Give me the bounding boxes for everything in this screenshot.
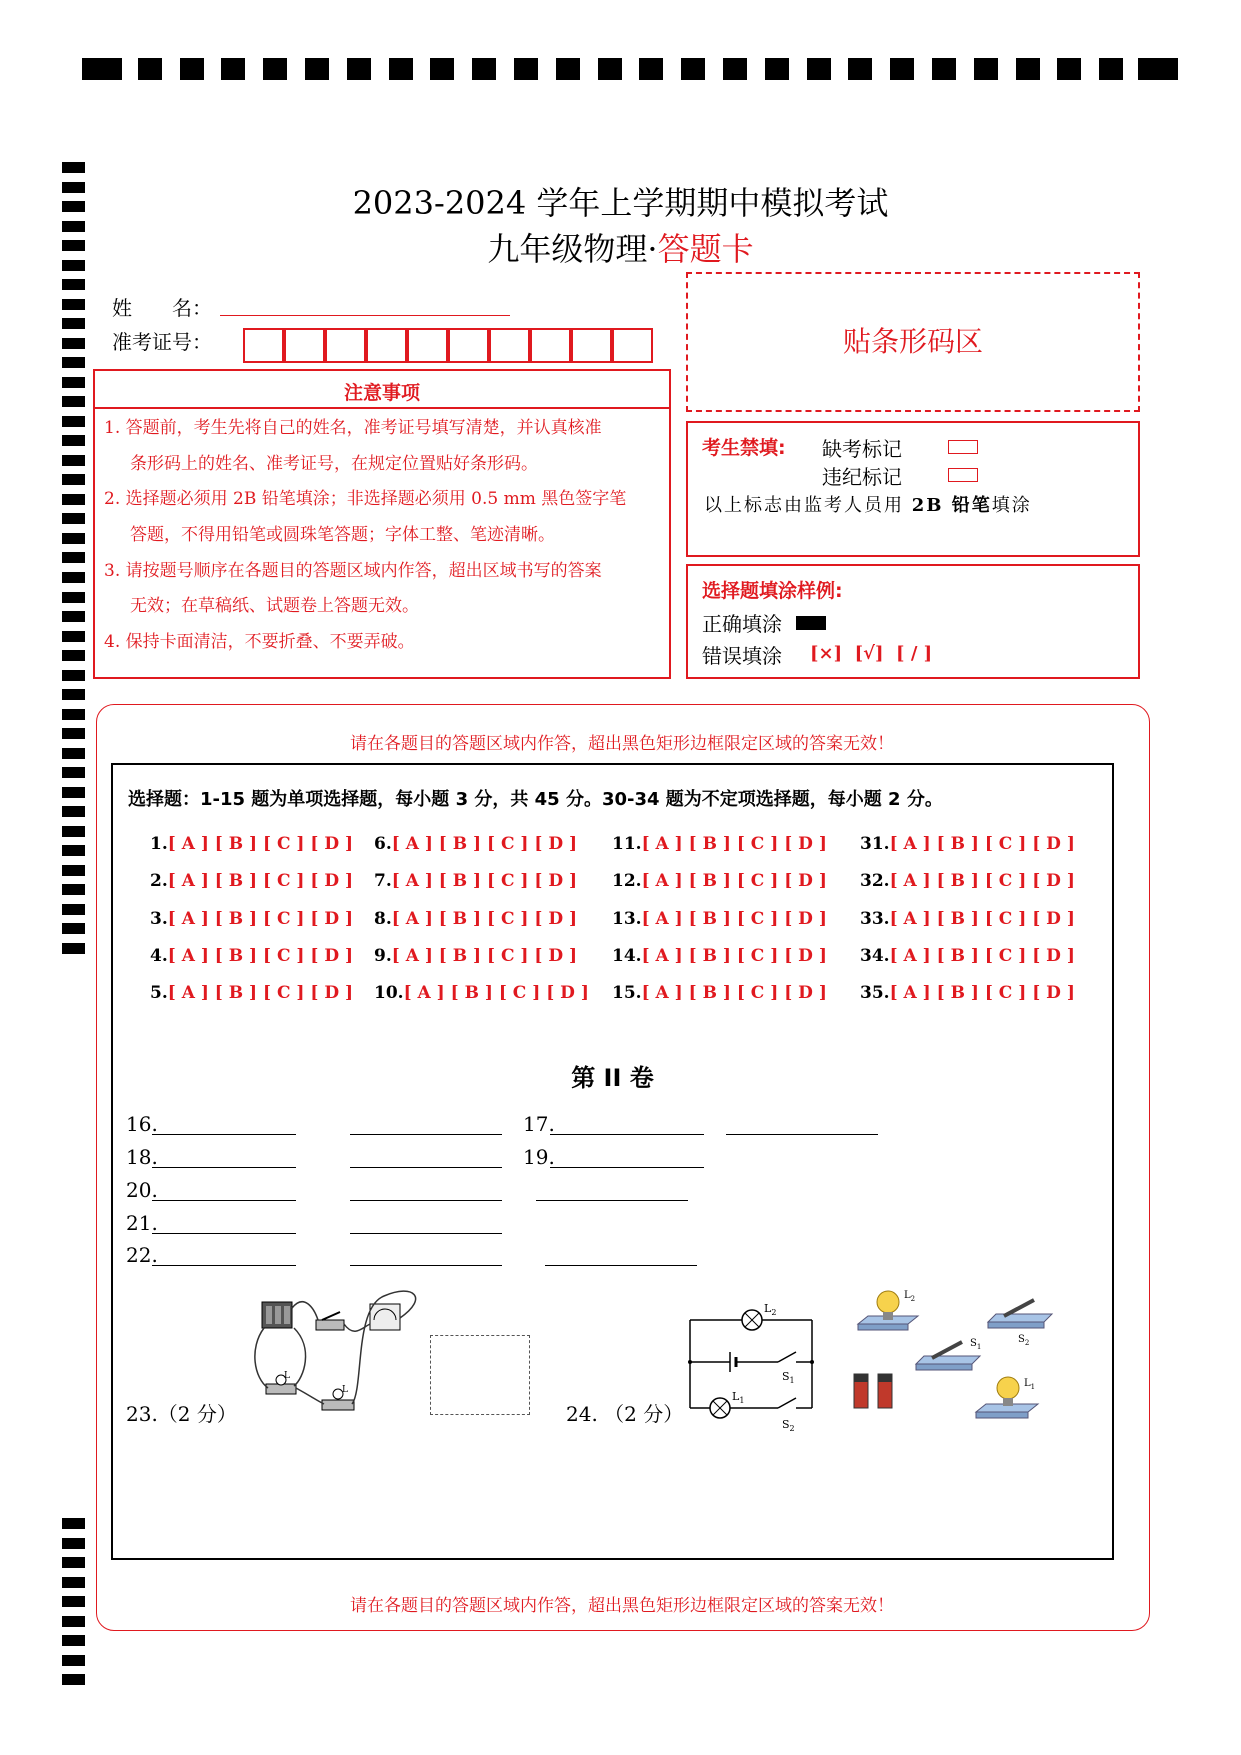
sample-title: 选择题填涂样例: [702,580,843,602]
svg-text:L1: $L_1$ [732,1390,745,1405]
q17-blank1[interactable] [550,1134,704,1135]
svg-text:L1: $L_1$ [1024,1378,1036,1391]
question-number: 5. [150,983,168,1003]
barcode-area [686,272,1140,412]
choice-question[interactable] [374,946,577,966]
q23-circuit-figure [244,1288,424,1420]
q21-blank2[interactable] [350,1233,502,1234]
question-number: 12. [612,871,642,891]
svg-text:S2: $S_2$ [782,1418,795,1432]
notice-item: 无效；在草稿纸、试题卷上答题无效。 [130,596,419,616]
q17-blank2[interactable] [726,1134,878,1135]
q16-blank1[interactable] [152,1134,296,1135]
svg-text:L2: $L_2$ [764,1302,777,1317]
question-number: 1. [150,834,168,854]
violation-mark[interactable] [948,468,978,482]
notice-item: 4. 保持卡面清洁，不要折叠、不要弄破。 [104,632,415,652]
notice-title: 注意事项 [343,382,420,404]
answer-options[interactable]: [ A ] [ B ] [ C ] [ D ] [167,946,354,966]
choice-question[interactable] [150,834,353,854]
wrong-label: 错误填涂 [702,644,782,668]
q21-label: 21. [126,1211,158,1235]
q22-label: 22. [126,1243,158,1267]
choice-question[interactable] [860,871,1075,891]
q20-blank1[interactable] [152,1200,296,1201]
q18-label: 18. [126,1145,158,1169]
q24-circuit-diagram [682,1300,820,1432]
question-number: 3. [150,909,168,929]
choice-question[interactable] [612,871,827,891]
q23-l1-label: L [284,1371,290,1381]
choice-question[interactable] [150,909,353,929]
answer-options[interactable]: [ A ] [ B ] [ C ] [ D ] [641,909,827,929]
absent-mark[interactable] [948,440,978,454]
absent-label: 缺考标记 [822,437,902,461]
q20-label: 20. [126,1178,158,1202]
q16-blank2[interactable] [350,1134,502,1135]
correct-label: 正确填涂 [702,612,782,636]
choice-question[interactable] [374,909,577,929]
q22-blank1[interactable] [152,1265,296,1266]
q18-blank2[interactable] [350,1167,502,1168]
q23-answer-box[interactable] [430,1335,530,1415]
answer-options[interactable]: [ A ] [ B ] [ C ] [ D ] [889,946,1075,966]
q18-blank1[interactable] [152,1167,296,1168]
question-number: 4. [150,946,168,966]
choice-question[interactable] [374,983,589,1003]
warning-bottom: 请在各题目的答题区域内作答，超出黑色矩形边框限定区域的答案无效！ [350,1596,894,1616]
question-number: 35. [860,983,890,1003]
violation-label: 违纪标记 [822,465,902,489]
answer-options[interactable]: [ A ] [ B ] [ C ] [ D ] [641,871,827,891]
choice-question[interactable] [150,946,353,966]
choice-question[interactable] [612,909,827,929]
answer-options[interactable]: [ A ] [ B ] [ C ] [ D ] [889,871,1075,891]
subtitle-card: 答题卡 [657,230,754,268]
choice-question[interactable] [374,834,577,854]
choice-question[interactable] [860,983,1075,1003]
notice-item: 答题，不得用铅笔或圆珠笔答题；字体工整、笔迹清晰。 [130,525,555,545]
q16-label: 16. [126,1112,158,1136]
answer-options[interactable]: [ A ] [ B ] [ C ] [ D ] [391,909,578,929]
choice-question[interactable] [612,946,827,966]
page-subtitle [0,224,1241,270]
choice-instruction: 选择题：1-15 题为单项选择题，每小题 3 分，共 45 分。30-34 题为不定项选择题，每小题 2 分。 [128,789,943,810]
question-number: 33. [860,909,890,929]
answer-options[interactable]: [ A ] [ B ] [ C ] [ D ] [641,946,827,966]
forbidden-note: 以上标志由监考人员用 2B 铅笔填涂 [704,495,1032,516]
question-number: 11. [612,834,642,854]
choice-question[interactable] [860,909,1075,929]
notice-header [93,369,671,409]
warning-top: 请在各题目的答题区域内作答，超出黑色矩形边框限定区域的答案无效！ [350,734,894,754]
answer-options[interactable]: [ A ] [ B ] [ C ] [ D ] [391,834,578,854]
question-number: 7. [374,871,392,891]
q22-blank3[interactable] [545,1265,697,1266]
page-title: 2023-2024 学年上学期期中模拟考试 [352,184,889,222]
q24-label: 24. （2 分） [566,1402,684,1426]
answer-options[interactable]: [ A ] [ B ] [ C ] [ D ] [167,834,354,854]
answer-options[interactable]: [ A ] [ B ] [ C ] [ D ] [403,983,589,1003]
notice-item: 3. 请按题号顺序在各题目的答题区域内作答，超出区域书写的答案 [104,561,602,581]
choice-question[interactable] [374,871,577,891]
answer-options[interactable]: [ A ] [ B ] [ C ] [ D ] [167,983,354,1003]
choice-question[interactable] [150,983,353,1003]
choice-question[interactable] [612,834,827,854]
question-number: 14. [612,946,642,966]
notice-item: 1. 答题前，考生先将自己的姓名，准考证号填写清楚，并认真核准 [104,418,602,438]
question-number: 32. [860,871,890,891]
correct-mark [796,616,826,630]
choice-question[interactable] [860,834,1075,854]
answer-options[interactable]: [ A ] [ B ] [ C ] [ D ] [391,871,578,891]
q23-label: 23.（2 分） [126,1402,237,1426]
svg-text:S2: $S_2$ [1018,1334,1030,1347]
q19-label: 19. [523,1145,555,1169]
answer-options[interactable]: [ A ] [ B ] [ C ] [ D ] [641,983,827,1003]
name-label: 姓 名： [112,296,212,320]
q21-blank1[interactable] [152,1233,296,1234]
answer-options[interactable]: [ A ] [ B ] [ C ] [ D ] [889,909,1075,929]
q19-blank1[interactable] [550,1167,704,1168]
q17-label: 17. [523,1112,555,1136]
q20-blank3[interactable] [536,1200,688,1201]
answer-options[interactable]: [ A ] [ B ] [ C ] [ D ] [167,871,354,891]
svg-text:S1: $S_1$ [970,1338,982,1351]
answer-options[interactable]: [ A ] [ B ] [ C ] [ D ] [889,834,1075,854]
question-number: 13. [612,909,642,929]
id-label: 准考证号： [112,330,212,354]
subtitle-subject: 九年级物理· [487,230,658,268]
question-number: 10. [374,983,404,1003]
barcode-label: 贴条形码区 [842,325,983,358]
svg-text:S1: $S_1$ [782,1370,795,1385]
answer-options[interactable]: [ A ] [ B ] [ C ] [ D ] [641,834,827,854]
q23-l2-label: L [342,1385,348,1395]
answer-options[interactable]: [ A ] [ B ] [ C ] [ D ] [391,946,578,966]
answer-options[interactable]: [ A ] [ B ] [ C ] [ D ] [889,983,1075,1003]
question-number: 15. [612,983,642,1003]
question-number: 9. [374,946,392,966]
choice-question[interactable] [612,983,827,1003]
q22-blank2[interactable] [350,1265,502,1266]
q24-components-figure [848,1286,1064,1434]
question-number: 34. [860,946,890,966]
section2-title: 第 II 卷 [571,1064,654,1092]
answer-options[interactable]: [ A ] [ B ] [ C ] [ D ] [167,909,354,929]
choice-question[interactable] [860,946,1075,966]
question-number: 2. [150,871,168,891]
q20-blank2[interactable] [350,1200,502,1201]
wrong-marks: [×] [√] [ / ] [810,643,933,664]
notice-item: 条形码上的姓名、准考证号，在规定位置贴好条形码。 [130,454,538,474]
question-number: 31. [860,834,890,854]
question-number: 8. [374,909,392,929]
choice-question[interactable] [150,871,353,891]
svg-text:L2: $L_2$ [904,1290,916,1303]
name-field[interactable] [220,315,510,316]
question-number: 6. [374,834,392,854]
forbidden-label: 考生禁填: [702,437,786,459]
notice-item: 2. 选择题必须用 2B 铅笔填涂；非选择题必须用 0.5 mm 黑色签字笔 [104,489,627,509]
